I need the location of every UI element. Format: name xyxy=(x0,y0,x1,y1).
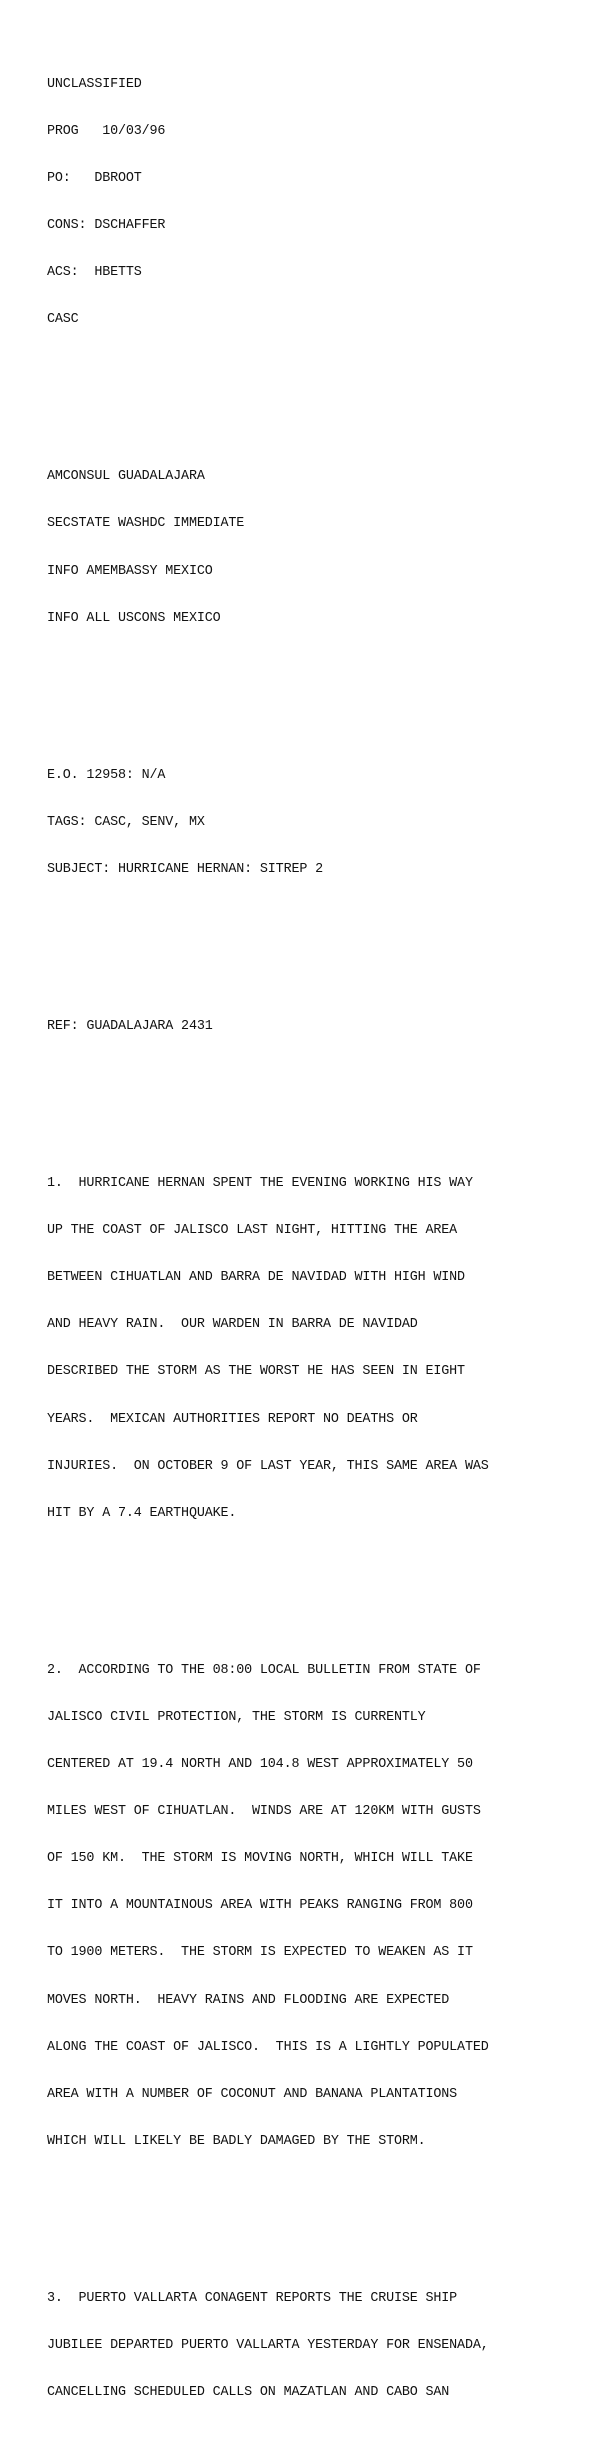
paragraph-line: IT INTO A MOUNTAINOUS AREA WITH PEAKS RANGING FROM 800 xyxy=(47,1898,473,1914)
subject-line: SUBJECT: HURRICANE HERNAN: SITREP 2 xyxy=(47,861,323,877)
paragraph-line: YEARS. MEXICAN AUTHORITIES REPORT NO DEATHS OR xyxy=(47,1411,418,1427)
paragraph-1 xyxy=(47,1145,607,1553)
paragraph-line: WHICH WILL LIKELY BE BADLY DAMAGED BY THE STORM. xyxy=(47,2133,426,2149)
po-line: PO: DBROOT xyxy=(47,171,142,187)
paragraph-line: ALONG THE COAST OF JALISCO. THIS IS A LIGHTLY POPULATED xyxy=(47,2039,489,2055)
paragraph-line: BETWEEN CIHUATLAN AND BARRA DE NAVIDAD WITH HIGH WIND xyxy=(47,1270,465,1286)
eo-line: E.O. 12958: N/A xyxy=(47,767,166,783)
paragraph-line: MOVES NORTH. HEAVY RAINS AND FLOODING ARE EXPECTED xyxy=(47,1992,450,2008)
header-block xyxy=(47,45,607,359)
ref-line: REF: GUADALAJARA 2431 xyxy=(47,1018,213,1034)
paragraph-line: 3. PUERTO VALLARTA CONAGENT REPORTS THE CRUISE SHIP xyxy=(47,2290,458,2306)
info-line: INFO ALL USCONS MEXICO xyxy=(47,610,221,626)
to-line: SECSTATE WASHDC IMMEDIATE xyxy=(47,516,245,532)
paragraph-line: OF 150 KM. THE STORM IS MOVING NORTH, WHICH WILL TAKE xyxy=(47,1851,473,1867)
tags-line: TAGS: CASC, SENV, MX xyxy=(47,814,205,830)
cable-document xyxy=(47,14,607,2448)
paragraph-line: DESCRIBED THE STORM AS THE WORST HE HAS SEEN IN EIGHT xyxy=(47,1364,465,1380)
prog-line: PROG 10/03/96 xyxy=(47,123,166,139)
classification: UNCLASSIFIED xyxy=(47,76,142,92)
meta-block xyxy=(47,736,607,909)
paragraph-line: CANCELLING SCHEDULED CALLS ON MAZATLAN AND CABO SAN xyxy=(47,2385,450,2401)
routing-block xyxy=(47,438,607,658)
paragraph-line: HIT BY A 7.4 EARTHQUAKE. xyxy=(47,1505,237,1521)
paragraph-line: 2. ACCORDING TO THE 08:00 LOCAL BULLETIN FROM STATE OF xyxy=(47,1662,481,1678)
paragraph-line: JALISCO CIVIL PROTECTION, THE STORM IS CURRENTLY xyxy=(47,1709,426,1725)
paragraph-line: CENTERED AT 19.4 NORTH AND 104.8 WEST APPROXIMATELY 50 xyxy=(47,1756,473,1772)
from-line: AMCONSUL GUADALAJARA xyxy=(47,469,205,485)
paragraph-2 xyxy=(47,1631,607,2181)
casc-line: CASC xyxy=(47,312,79,328)
paragraph-line: AND HEAVY RAIN. OUR WARDEN IN BARRA DE NAVIDAD xyxy=(47,1317,418,1333)
paragraph-3 xyxy=(47,2259,607,2432)
paragraph-line: MILES WEST OF CIHUATLAN. WINDS ARE AT 120KM WITH GUSTS xyxy=(47,1804,481,1820)
paragraph-line: INJURIES. ON OCTOBER 9 OF LAST YEAR, THIS SAME AREA WAS xyxy=(47,1458,489,1474)
paragraph-line: UP THE COAST OF JALISCO LAST NIGHT, HITTING THE AREA xyxy=(47,1223,458,1239)
paragraph-line: JUBILEE DEPARTED PUERTO VALLARTA YESTERDAY FOR ENSENADA, xyxy=(47,2337,489,2353)
paragraph-line: TO 1900 METERS. THE STORM IS EXPECTED TO WEAKEN AS IT xyxy=(47,1945,473,1961)
cons-line: CONS: DSCHAFFER xyxy=(47,218,166,234)
ref-block xyxy=(47,988,607,1067)
paragraph-line: AREA WITH A NUMBER OF COCONUT AND BANANA PLANTATIONS xyxy=(47,2086,458,2102)
info-line: INFO AMEMBASSY MEXICO xyxy=(47,563,213,579)
paragraph-line: 1. HURRICANE HERNAN SPENT THE EVENING WORKING HIS WAY xyxy=(47,1175,473,1191)
acs-line: ACS: HBETTS xyxy=(47,265,142,281)
